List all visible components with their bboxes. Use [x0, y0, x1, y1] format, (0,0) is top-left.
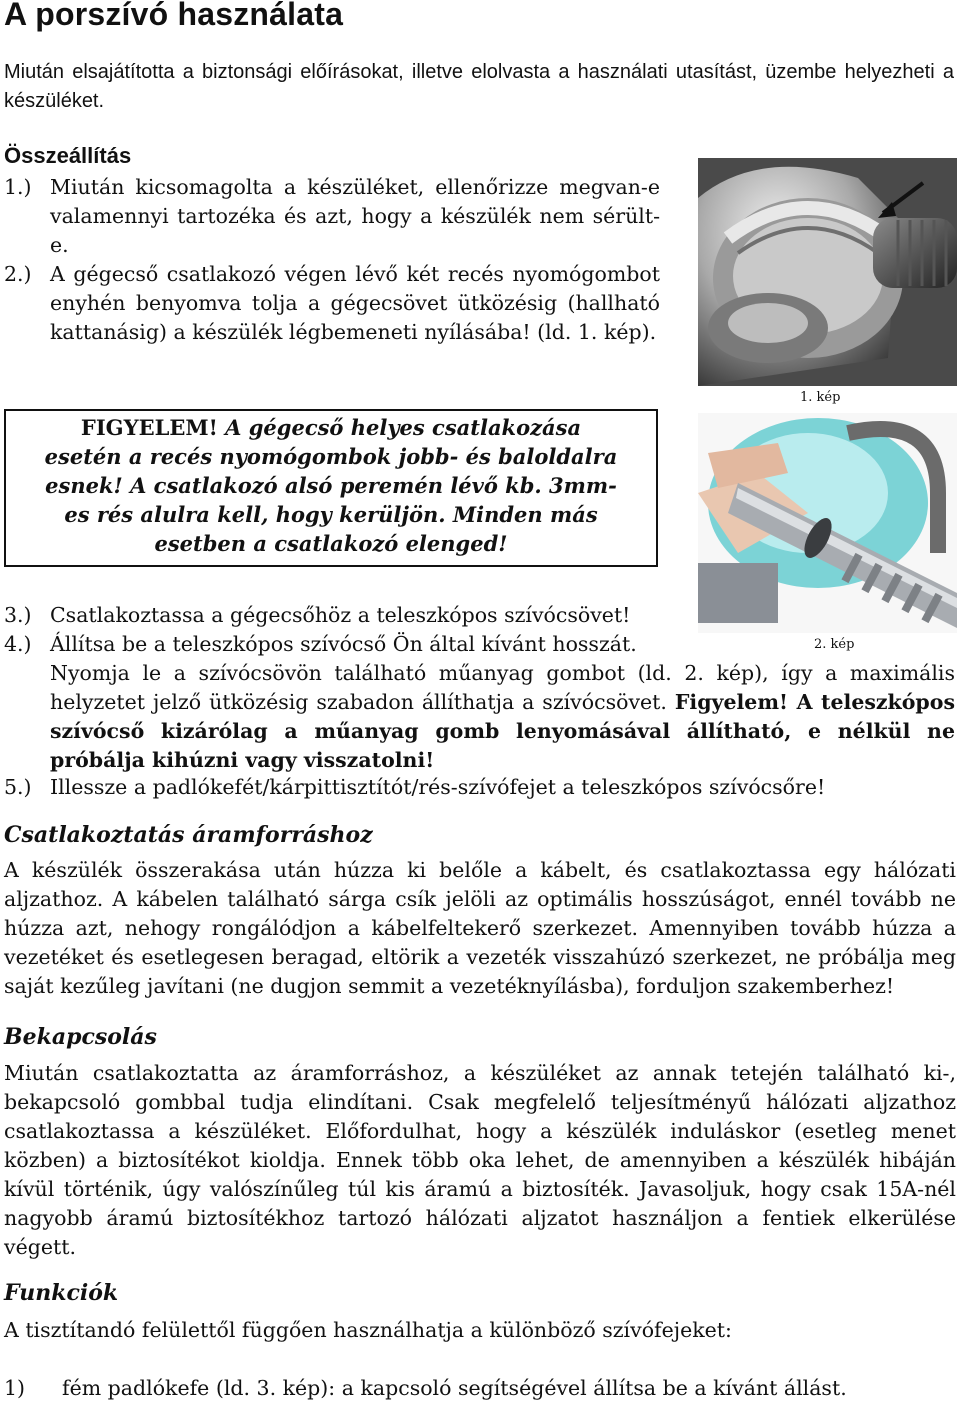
intro-paragraph: Miután elsajátította a biztonsági előírásokat, illetve elolvasta a használati utasítást, üzembe helyezheti a készüléket.: [4, 61, 954, 112]
photo1-caption: 1. kép: [800, 390, 841, 405]
switchon-heading: Bekapcsolás: [4, 1024, 157, 1050]
function-item1-number: 1): [4, 1376, 26, 1400]
step3-number: 3.): [4, 603, 32, 627]
photo2-caption: 2. kép: [814, 637, 855, 652]
photo-telescopic-tube: [698, 413, 957, 633]
warning-line: esetben a csatlakozó elenged!: [154, 531, 508, 556]
step5-text: Illessze a padlókefét/kárpittisztítót/rés-szívófejet a teleszkópos szívócsőre!: [50, 775, 826, 799]
functions-paragraph: A tisztítandó felülettől függően használhatja a különböző szívófejeket:: [4, 1318, 732, 1342]
switchon-paragraph: Miután csatlakoztatta az áramforráshoz, a készüléket az annak tetején található ki-, bekapcsoló gombbal tudja elindítani. Csak megfelelő teljesítményű hálózati aljzathoz csatlakoztassa a készüléket. Előfordulhat, hogy a készülék induláskor (esetleg menet közben) a biztosítékot kioldja. Ennek több oka lehet, de amennyiben a készülék hibáján kívül történik, úgy valószínűleg túl kis áramú a biztosíték. Javasoljuk, hogy csak 15A-nél nagyobb áramú biztosítékhoz tartozó hálózati aljzatot használjon a fentiek elkerülése végett.: [4, 1061, 956, 1259]
vacuum-body-illustration: [698, 158, 957, 386]
page-title: A porszívó használata: [4, 0, 344, 32]
assembly-steps-3-5: [0, 601, 960, 801]
step4-bold-warning: Figyelem! A teleszkópos szívócső kizárólag a műanyag gomb lenyomásával állítható, e nélkül ne próbálja kihúzni vagy visszatolni!: [50, 690, 955, 772]
step2-text: A gégecső csatlakozó végen lévő két recés nyomógombot enyhén benyomva tolja a gégecsövet ütközésig (hallható kattanásig) a készülék légbemeneti nyílásába! (ld. 1. kép).: [50, 262, 660, 344]
telescopic-tube-illustration: [698, 413, 957, 633]
step5-number: 5.): [4, 775, 32, 799]
step4-text: Nyomja le a szívócsövön található műanyag gombot (ld. 2. kép), így a maximális helyzetet jelző ütközésig szabadon állíthatja a szívócsövet. Figyelem! A teleszkópos szívócső kizárólag a műanyag gomb lenyomásával állítható, e nélkül ne próbálja kihúzni vagy visszatolni!: [50, 661, 955, 772]
power-heading: Csatlakoztatás áramforráshoz: [4, 822, 373, 848]
warning-line: esnek! A csatlakozó alsó peremén lévő kb. 3mm-: [45, 473, 617, 498]
warning-line: es rés alulra kell, hogy kerüljön. Minden más: [64, 502, 598, 527]
step4-line1: Állítsa be a teleszkópos szívócső Ön által kívánt hosszát.: [50, 632, 637, 656]
assembly-heading: Összeállítás: [4, 143, 132, 168]
step4-number: 4.): [4, 632, 32, 656]
step1-text: Miután kicsomagolta a készüléket, ellenőrizze megvan-e valamennyi tartozéka és azt, hogy a készülék nem sérült-e.: [50, 175, 660, 257]
step2-number: 2.): [4, 262, 32, 286]
warning-line: FIGYELEM! A gégecső helyes csatlakozása: [80, 415, 582, 440]
assembly-steps-1-2: [0, 173, 670, 373]
function-item1-text: fém padlókefe (ld. 3. kép): a kapcsoló segítségével állítsa be a kívánt állást.: [62, 1376, 847, 1400]
photo-hose-connection: [698, 158, 957, 386]
warning-line: esetén a recés nyomógombok jobb- és baloldalra: [44, 444, 618, 469]
functions-heading: Funkciók: [4, 1280, 119, 1306]
step3-text: Csatlakoztassa a gégecsőhöz a teleszkópos szívócsövet!: [50, 603, 631, 627]
step1-number: 1.): [4, 175, 32, 199]
power-paragraph: A készülék összerakása után húzza ki belőle a kábelt, és csatlakoztassa egy hálózati aljzathoz. A kábelen található sárga csík jelöli az optimális hosszúságot, ennél tovább ne húzza azt, nehogy rongálódjon a kábelfeltekerő szerkezet. Amennyiben tovább húzza a vezetéket és esetlegesen beragad, eltörik a vezeték visszahúzó szerkezet, ne próbálja meg saját kezűleg javítani (ne dugjon semmit a vezetéknyílásba), forduljon szakemberhez!: [4, 858, 956, 998]
warning-box: [4, 409, 658, 567]
